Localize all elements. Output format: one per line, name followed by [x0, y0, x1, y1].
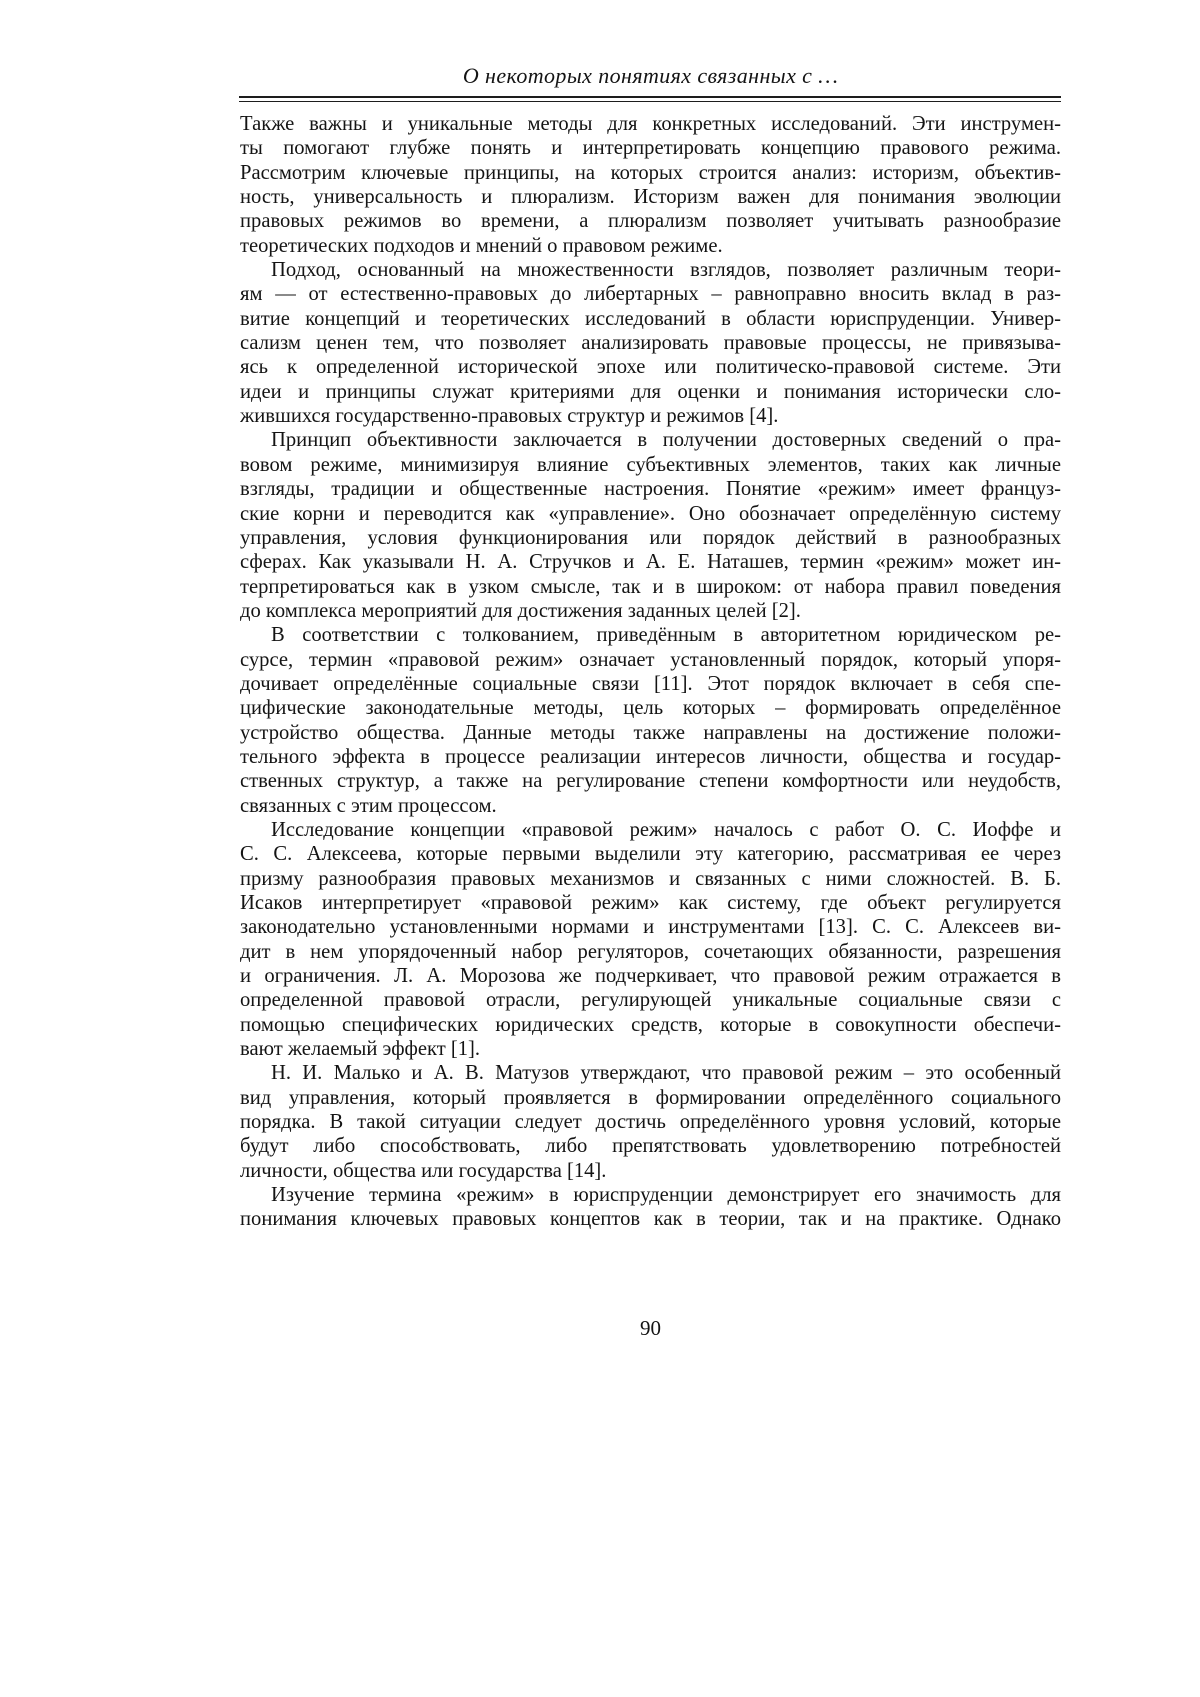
- page-body: [240, 112, 1061, 1232]
- text-line: сферах. Как указывали Н. А. Стручков и А. Е. Наташев, термин «режим» может ин-: [240, 551, 1061, 574]
- paragraph: [240, 818, 1061, 1061]
- text-line: Также важны и уникальные методы для конкретных исследований. Эти инструмен-: [240, 113, 1061, 135]
- text-line: взгляды, традиции и общественные настроения. Понятие «режим» имеет француз-: [240, 478, 1061, 501]
- text-line: Принцип объективности заключается в получении достоверных сведений о пра-: [271, 429, 1061, 452]
- text-line: тельного эффекта в процессе реализации интересов личности, общества и государ-: [240, 745, 1061, 768]
- text-line: ям — от естественно-правовых до либертарных – равноправно вносить вклад в раз-: [240, 283, 1061, 306]
- text-line: будут либо способствовать, либо препятствовать удовлетворению потребностей: [240, 1135, 1061, 1158]
- text-line: дочивает определённые социальные связи [11]. Этот порядок включает в себя спе-: [240, 672, 1061, 695]
- paragraph: [240, 258, 1061, 428]
- text-line: устройство общества. Данные методы также направлены на достижение положи-: [240, 721, 1061, 744]
- text-line: ты помогают глубже понять и интерпретировать концепцию правового режима.: [240, 137, 1061, 160]
- text-line: порядка. В такой ситуации следует достичь определённого уровня условий, которые: [240, 1111, 1061, 1134]
- text-line: понимания ключевых правовых концептов как в теории, так и на практике. Однако: [240, 1208, 1061, 1231]
- text-line: Изучение термина «режим» в юриспруденции демонстрирует его значимость для: [271, 1184, 1061, 1207]
- paragraph: [240, 623, 1061, 818]
- text-line: вовом режиме, минимизируя влияние субъективных элементов, таких как личные: [240, 453, 1061, 476]
- text-line: витие концепций и теоретических исследований в области юриспруденции. Универ-: [240, 307, 1061, 330]
- paragraph: [240, 1183, 1061, 1232]
- text-line: жившихся государственно-правовых структур и режимов [4].: [240, 405, 779, 428]
- running-header-title: О некоторых понятиях связанных с …: [462, 63, 839, 88]
- text-line: цифические законодательные методы, цель которых – формировать определённое: [240, 697, 1061, 720]
- text-line: Рассмотрим ключевые принципы, на которых строится анализ: историзм, объектив-: [240, 161, 1061, 184]
- text-line: идеи и принципы служат критериями для оценки и понимания исторически сло-: [240, 380, 1061, 403]
- page-number: 90: [640, 1316, 661, 1340]
- text-line: вид управления, который проявляется в формировании определённого социального: [240, 1086, 1061, 1109]
- text-line: В соответствии с толкованием, приведённым в авторитетном юридическом ре-: [271, 624, 1061, 647]
- text-line: Исследование концепции «правовой режим» началось с работ О. С. Иоффе и: [271, 818, 1061, 841]
- text-line: правовых режимов во времени, а плюрализм позволяет учитывать разнообразие: [240, 210, 1061, 233]
- text-line: вают желаемый эффект [1].: [240, 1038, 481, 1061]
- paragraph: [240, 1061, 1061, 1183]
- text-line: управления, условия функционирования или порядок действий в разнообразных: [240, 526, 1061, 549]
- paragraph: [240, 112, 1061, 258]
- text-line: теоретических подходов и мнений о правовом режиме.: [240, 234, 723, 257]
- text-line: ственных структур, а также на регулирование степени комфортности или неудобств,: [240, 770, 1061, 793]
- text-line: и ограничения. Л. А. Морозова же подчеркивает, что правовой режим отражается в: [240, 965, 1061, 988]
- text-line: дит в нем упорядоченный набор регуляторов, сочетающих обязанности, разрешения: [240, 940, 1061, 963]
- text-line: до комплекса мероприятий для достижения заданных целей [2].: [240, 599, 801, 622]
- header-double-rule: [239, 96, 1061, 102]
- text-line: сурсе, термин «правовой режим» означает установленный порядок, который упоря-: [240, 648, 1061, 671]
- text-line: ясь к определенной исторической эпохе или политическо-правовой системе. Эти: [240, 356, 1061, 379]
- text-line: законодательно установленными нормами и инструментами [13]. С. С. Алексеев ви-: [240, 916, 1061, 939]
- text-line: терпретироваться как в узком смысле, так и в широком: от набора правил поведения: [240, 575, 1061, 598]
- text-line: Н. И. Малько и А. В. Матузов утверждают, что правовой режим – это особенный: [271, 1062, 1061, 1085]
- text-line: связанных с этим процессом.: [240, 794, 497, 817]
- paragraph: [240, 428, 1061, 623]
- text-line: Исаков интерпретирует «правовой режим» как систему, где объект регулируется: [240, 892, 1061, 914]
- text-line: Подход, основанный на множественности взглядов, позволяет различным теори-: [271, 259, 1061, 282]
- text-line: ность, универсальность и плюрализм. Историзм важен для понимания эволюции: [240, 186, 1061, 209]
- text-line: определенной правовой отрасли, регулирующей уникальные социальные связи с: [240, 989, 1061, 1012]
- text-line: сализм ценен тем, что позволяет анализировать правовые процессы, не привязыва-: [240, 332, 1061, 355]
- text-line: помощью специфических юридических средств, которые в совокупности обеспечи-: [240, 1013, 1061, 1036]
- text-line: ские корни и переводится как «управление». Оно обозначает определённую систему: [240, 502, 1061, 525]
- text-line: призму разнообразия правовых механизмов и связанных с ними сложностей. В. Б.: [240, 867, 1061, 890]
- text-line: С. С. Алексеева, которые первыми выделили эту категорию, рассматривая ее через: [240, 843, 1061, 866]
- text-line: личности, общества или государства [14].: [240, 1159, 607, 1182]
